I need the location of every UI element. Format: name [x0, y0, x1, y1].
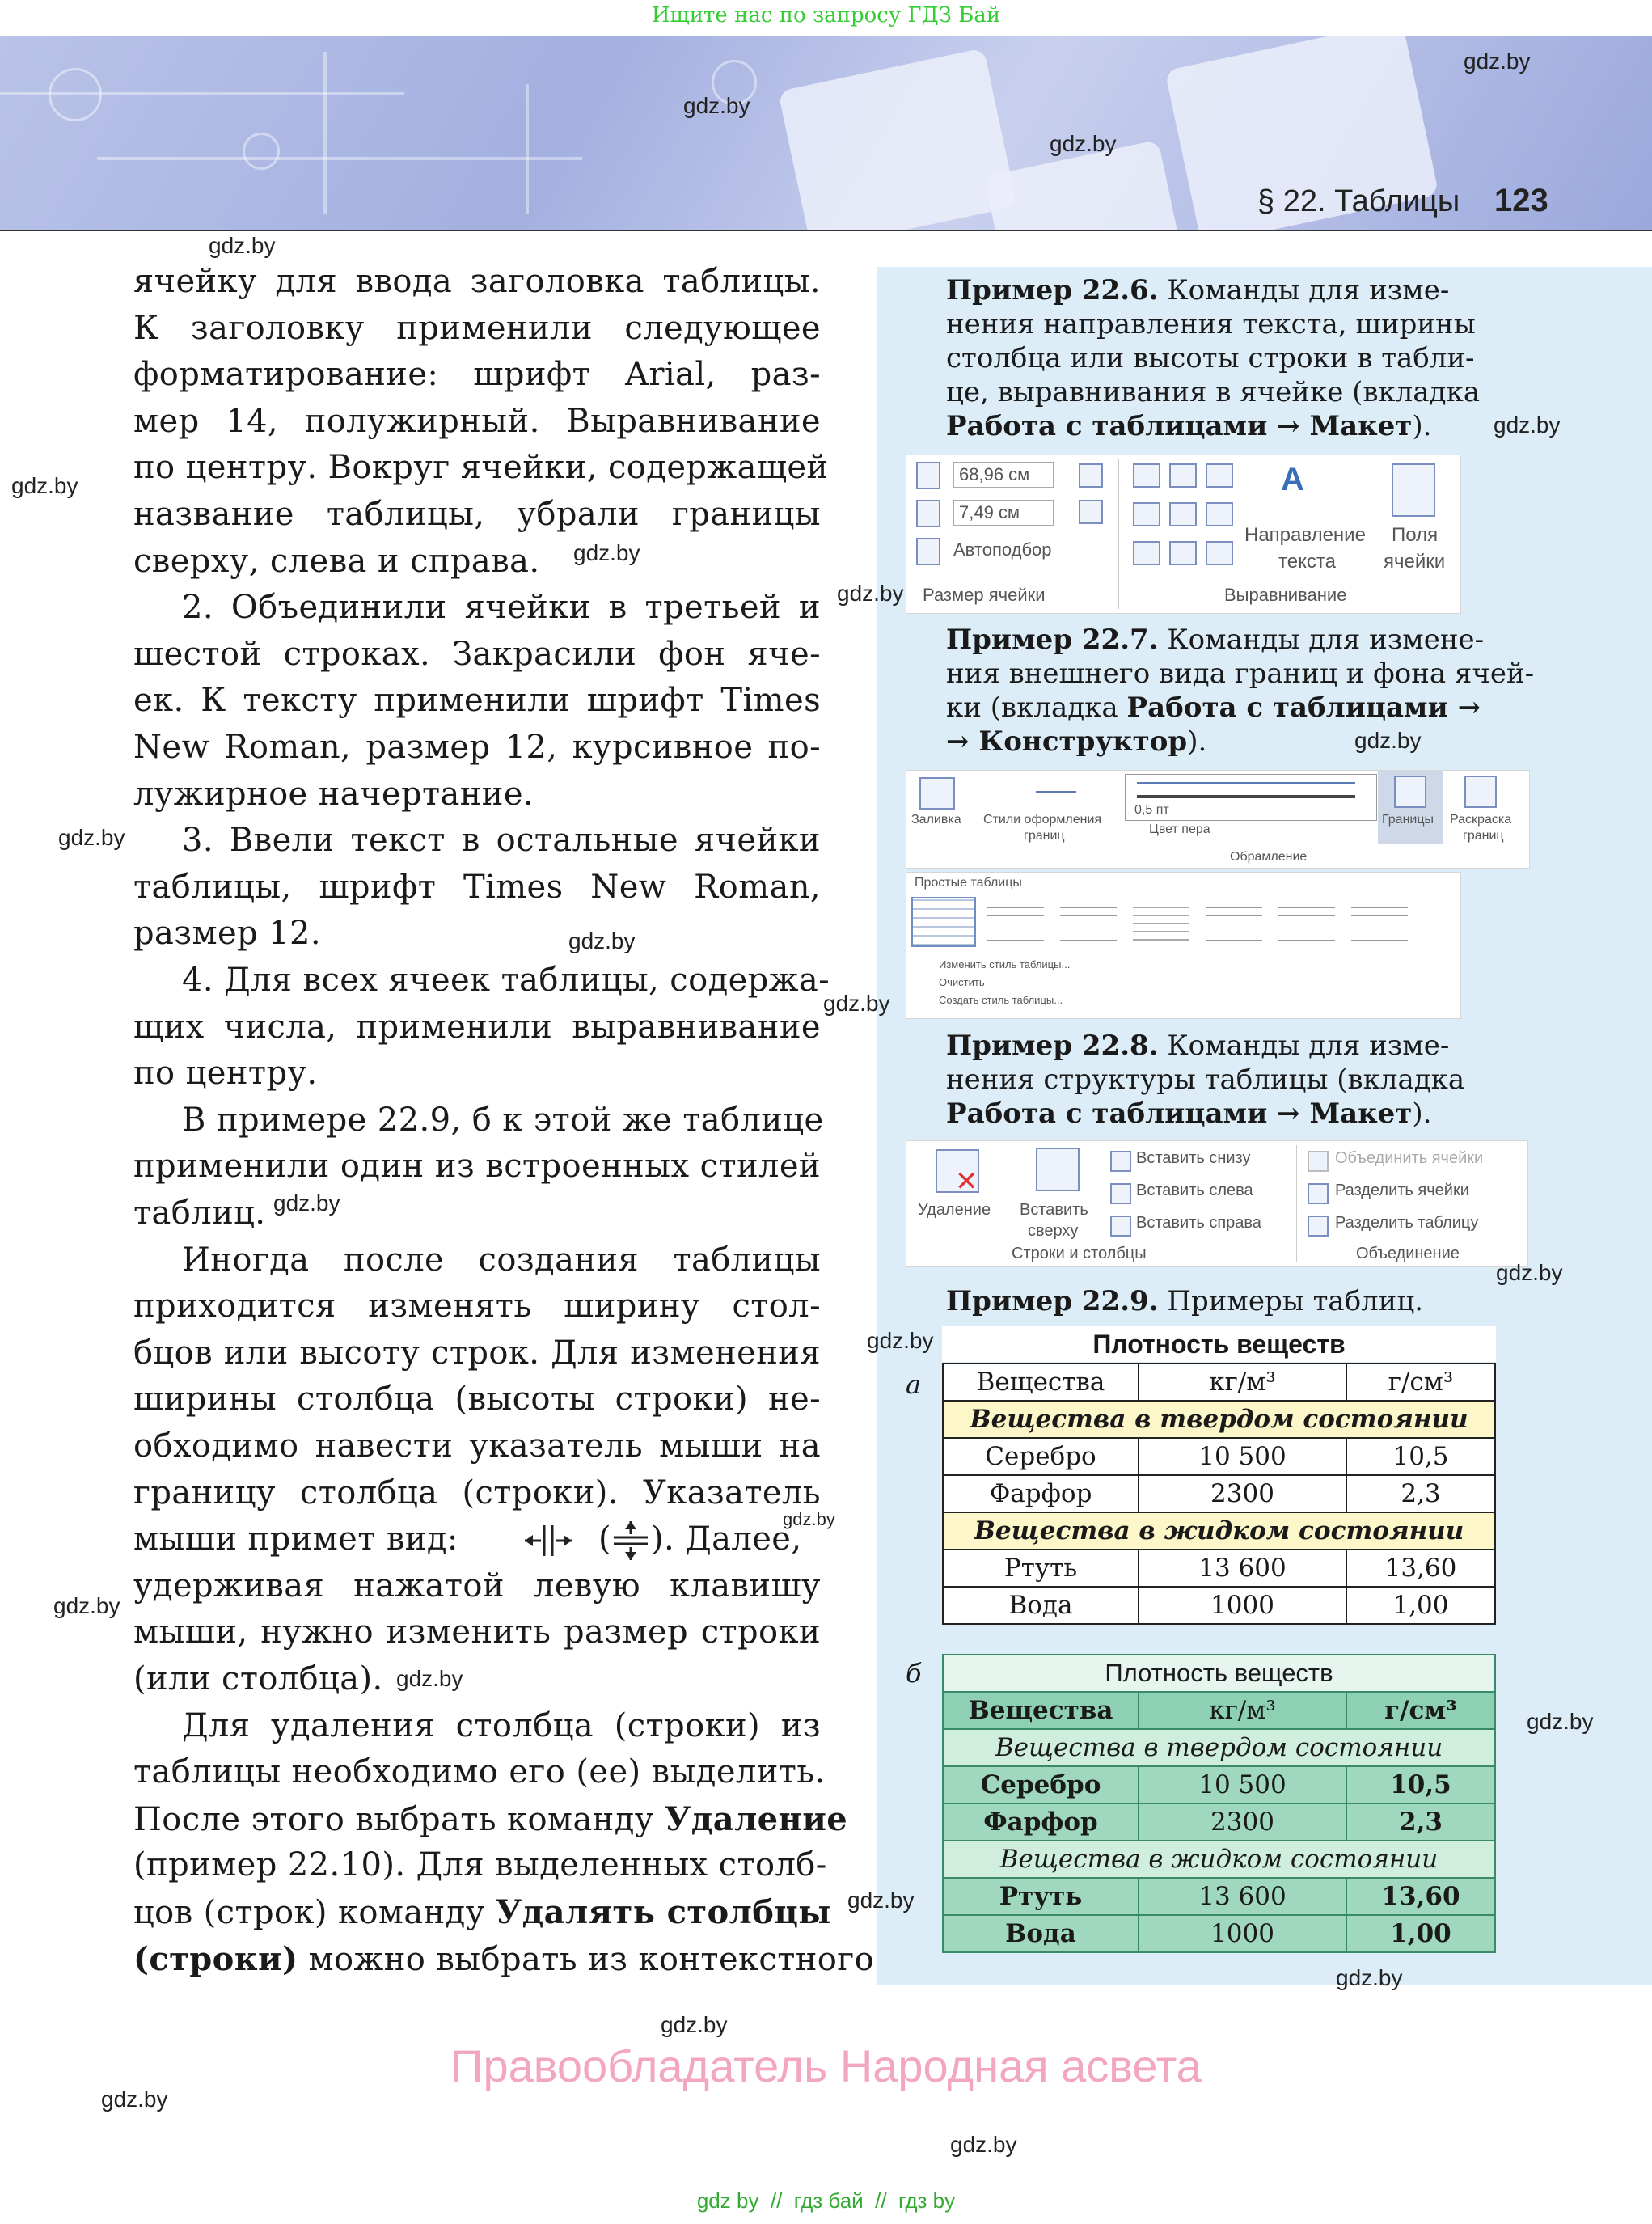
split-cells-button[interactable]: Разделить ячейки [1335, 1182, 1469, 1199]
example-22-6-line: це, выравнивания в ячейке (вкладка [946, 376, 1481, 408]
text-span: После этого выбрать команду [133, 1801, 665, 1838]
text-line: мыши примет вид: [133, 1520, 458, 1558]
text-line: применили один из встроенных стилей [133, 1148, 821, 1185]
copyright-notice: Правообладатель Народная асвета [450, 2040, 1202, 2091]
group-rows-columns: Строки и столбцы [1012, 1245, 1147, 1262]
text-span: Команды для изме- [1167, 274, 1450, 307]
text-line: таблиц. [133, 1194, 266, 1232]
section-cell: Вещества в жидком состоянии [943, 1512, 1495, 1550]
merge-cells-button[interactable]: Объединить ячейки [1335, 1149, 1484, 1167]
text-line [133, 1889, 831, 1937]
text-line: мер 14, полужирный. Выравнивание [133, 403, 821, 440]
text-line: В примере 22.9, б к этой же таблице [182, 1101, 824, 1139]
border-styles-button[interactable]: Стили оформления [983, 813, 1102, 827]
example-22-8-line [946, 1029, 1464, 1063]
table-a-label: а [906, 1369, 922, 1400]
insert-above-button-2[interactable]: сверху [1028, 1222, 1079, 1240]
example-22-7-line [946, 691, 1481, 725]
table-cell: Ртуть [943, 1878, 1139, 1915]
text-line: Иногда после создания таблицы [182, 1241, 821, 1279]
tab-path: Работа с таблицами → Макет [946, 410, 1413, 442]
example-title: Пример 22.8. [946, 1030, 1159, 1062]
table-cell: 1000 [1139, 1915, 1346, 1952]
text-span: ки (вкладка [946, 691, 1127, 724]
text-direction-icon: A [1281, 462, 1304, 497]
header-cell: г/см³ [1346, 1692, 1495, 1729]
text-line: ячейку для ввода заголовка таблицы. [133, 263, 821, 300]
watermark: gdz.by [837, 581, 904, 606]
table-cell: 2,3 [1346, 1475, 1495, 1512]
cell-margins-button[interactable]: Поля [1392, 524, 1439, 546]
example-22-7-line: ния внешнего вида границ и фона ячей- [946, 657, 1535, 690]
text-line: границу столбца (строки). Указатель [133, 1474, 821, 1512]
text-span: ). [1412, 1097, 1432, 1130]
watermark: gdz.by [11, 473, 78, 498]
text-line [133, 1796, 848, 1844]
column-resize-cursor-icon [523, 1524, 573, 1558]
section-cell: Вещества в твердом состоянии [943, 1401, 1495, 1438]
table-cell: 10,5 [1346, 1766, 1495, 1803]
text-span: Примеры таблиц. [1167, 1285, 1424, 1317]
text-line: обходимо навести указатель мыши на [133, 1427, 821, 1465]
table-cell: 10 500 [1139, 1766, 1346, 1803]
page-number: 123 [1494, 183, 1548, 218]
example-22-6-line [946, 273, 1464, 307]
table-cell: Вода [943, 1915, 1139, 1952]
header-cell: г/см³ [1346, 1364, 1495, 1401]
insert-right-button[interactable]: Вставить справа [1136, 1214, 1261, 1232]
example-22-6-line: столбца или высоты строки в табли- [946, 342, 1475, 374]
text-line: сверху, слева и справа. [133, 543, 540, 580]
text-span: Команды для изме- [1167, 1030, 1450, 1062]
table-a [942, 1363, 1496, 1625]
example-22-8-line [946, 1097, 1464, 1131]
table-cell: 1,00 [1346, 1587, 1495, 1624]
header-cell: кг/м³ [1139, 1364, 1346, 1401]
table-styles-gallery [906, 872, 1461, 1019]
text-line: по центру. Вокруг ячейки, содержащей [133, 449, 829, 486]
cell-margins-button-2[interactable]: ячейки [1384, 551, 1446, 573]
command-delete-columns: Удалять столбцы [495, 1893, 831, 1931]
table-cell: Фарфор [943, 1475, 1139, 1512]
watermark: gdz.by [783, 1509, 835, 1529]
text-span: ). [1187, 725, 1207, 758]
text-line: по центру. [133, 1055, 318, 1092]
watermark: gdz.by [58, 825, 125, 850]
table-cell: Ртуть [943, 1550, 1139, 1587]
insert-above-button[interactable]: Вставить [1020, 1201, 1088, 1219]
text-line: (или столбца). [133, 1660, 383, 1698]
example-title: Пример 22.6. [946, 274, 1159, 307]
group-borders: Обрамление [1230, 850, 1308, 864]
insert-below-button[interactable]: Вставить снизу [1136, 1149, 1251, 1167]
split-table-button[interactable]: Разделить таблицу [1335, 1214, 1479, 1232]
example-22-6-line [946, 409, 1464, 443]
watermark: gdz.by [661, 2012, 728, 2037]
table-b-label: б [906, 1658, 922, 1689]
watermark: gdz.by [847, 1888, 915, 1913]
text-line: 4. Для всех ячеек таблицы, содержа- [182, 962, 830, 999]
text-span: цов (строк) команду [133, 1894, 496, 1931]
group-alignment: Выравнивание [1224, 585, 1347, 605]
example-22-7-line [946, 623, 1485, 657]
group-merge: Объединение [1356, 1245, 1460, 1262]
table-cell: 13 600 [1139, 1878, 1346, 1915]
delete-icon: ✕ [955, 1166, 978, 1197]
command-delete-rows: (строки) [133, 1940, 298, 1978]
tab-path: Работа с таблицами → [1126, 691, 1481, 724]
text-span: ). [1412, 410, 1432, 442]
table-cell: 13 600 [1139, 1550, 1346, 1587]
command-delete: Удаление [664, 1800, 848, 1838]
pen-weight[interactable]: 0,5 пт [1134, 803, 1169, 817]
text-line: Для удаления столбца (строки) из [182, 1707, 821, 1744]
watermark: gdz.by [1050, 131, 1117, 156]
watermark: gdz.by [396, 1666, 463, 1691]
example-22-8-line: нения структуры таблицы (вкладка [946, 1063, 1465, 1096]
top-notice: Ищите нас по запросу ГДЗ Бай [651, 3, 1001, 27]
watermark: gdz.by [1527, 1709, 1594, 1734]
table-b-title: Плотность веществ [943, 1655, 1495, 1692]
ribbon-design-screenshot [906, 770, 1530, 869]
example-22-6-line: нения направления текста, ширины [946, 308, 1476, 340]
text-line [133, 1936, 875, 1984]
section-title: § 22. Таблицы [1257, 184, 1460, 218]
group-cell-size: Размер ячейки [923, 585, 1046, 605]
table-a-title: Плотность веществ [942, 1326, 1496, 1362]
watermark: gdz.by [273, 1190, 340, 1216]
text-line: ширины столбца (высоты строки) не- [133, 1380, 821, 1418]
text-direction-button-2[interactable]: текста [1278, 551, 1336, 573]
watermark: gdz.by [209, 233, 276, 258]
footer-links[interactable]: gdz by // гдз бай // гдз by [696, 2188, 956, 2213]
table-cell: Вода [943, 1587, 1139, 1624]
text-line: таблицы необходимо его (ее) выделить. [133, 1753, 826, 1791]
text-span: можно выбрать из контекстного [298, 1941, 875, 1978]
watermark: gdz.by [1496, 1260, 1563, 1285]
table-cell: 13,60 [1346, 1550, 1495, 1587]
table-cell: 1,00 [1346, 1915, 1495, 1952]
text-line: размер 12. [133, 915, 321, 952]
example-title: Пример 22.7. [946, 624, 1159, 656]
height-field[interactable]: 7,49 см [953, 500, 1054, 526]
text-line: форматирование: шрифт Arial, раз- [133, 356, 821, 393]
border-painter-button-2[interactable]: границ [1463, 829, 1504, 843]
watermark: gdz.by [1464, 49, 1531, 74]
pen-color[interactable]: Цвет пера [1149, 822, 1210, 836]
text-line: 3. Ввели текст в остальные ячейки [182, 822, 821, 859]
text-line: (пример 22.10). Для выделенных столб- [133, 1846, 827, 1884]
watermark: gdz.by [101, 2087, 168, 2112]
text-line: К заголовку применили следующее [133, 310, 821, 347]
text-line: 2. Объединили ячейки в третьей и [182, 589, 821, 626]
header-rule [0, 230, 1652, 231]
table-cell: 10 500 [1139, 1438, 1346, 1475]
table-cell: 2,3 [1346, 1803, 1495, 1841]
section-cell: Вещества в жидком состоянии [943, 1841, 1495, 1878]
gallery-title: Простые таблицы [915, 876, 1022, 890]
watermark: gdz.by [823, 991, 890, 1016]
section-cell: Вещества в твердом состоянии [943, 1729, 1495, 1766]
ribbon-layout-screenshot [906, 455, 1461, 614]
table-cell: 2300 [1139, 1475, 1346, 1512]
insert-left-button[interactable]: Вставить слева [1136, 1182, 1253, 1199]
text-line: ). Далее, [651, 1520, 802, 1558]
watermark: gdz.by [1336, 1965, 1403, 1990]
new-style-item[interactable]: Создать стиль таблицы... [939, 994, 1063, 1006]
table-cell: 10,5 [1346, 1438, 1495, 1475]
table-cell: Фарфор [943, 1803, 1139, 1841]
delete-button[interactable]: Удаление [918, 1201, 991, 1219]
text-line: удерживая нажатой левую клавишу [133, 1567, 821, 1605]
watermark: gdz.by [867, 1328, 934, 1353]
text-line: шестой строках. Закрасили фон яче- [133, 636, 821, 673]
ribbon-rows-columns-screenshot [906, 1140, 1528, 1267]
watermark: gdz.by [1354, 728, 1422, 753]
watermark: gdz.by [1494, 412, 1561, 438]
text-line: ек. К тексту применили шрифт Times [133, 682, 821, 719]
text-line: приходится изменять ширину стол- [133, 1287, 821, 1325]
text-line: таблицы, шрифт Times New Roman, [133, 869, 821, 906]
text-line: мыши, нужно изменить размер строки [133, 1613, 821, 1651]
example-title: Пример 22.9. [946, 1285, 1159, 1317]
text-line: щих числа, применили выравнивание [133, 1008, 821, 1046]
text-line: бцов или высоту строк. Для изменения [133, 1334, 821, 1372]
modify-style-item[interactable]: Изменить стиль таблицы... [939, 958, 1071, 970]
watermark: gdz.by [53, 1593, 120, 1618]
example-22-9-line [946, 1284, 1464, 1318]
text-paren: ( [598, 1520, 612, 1558]
border-styles-button-2[interactable]: границ [1024, 829, 1065, 843]
autofit-button[interactable]: Автоподбор [953, 539, 1052, 560]
border-painter-button[interactable]: Раскраска [1450, 813, 1512, 827]
table-cell: Серебро [943, 1438, 1139, 1475]
table-cell: 1000 [1139, 1587, 1346, 1624]
table-cell: Серебро [943, 1766, 1139, 1803]
text-direction-button[interactable]: Направление [1244, 524, 1366, 546]
header-cell: Вещества [943, 1692, 1139, 1729]
tab-path: Работа с таблицами → Макет [946, 1097, 1413, 1130]
watermark: gdz.by [950, 2132, 1017, 2157]
text-line: название таблицы, убрали границы [133, 496, 821, 533]
clear-item[interactable]: Очистить [939, 976, 985, 988]
borders-button[interactable]: Границы [1382, 813, 1434, 827]
watermark: gdz.by [573, 540, 640, 565]
fill-button[interactable]: Заливка [911, 813, 961, 827]
watermark: gdz.by [568, 928, 636, 953]
table-b [942, 1654, 1496, 1953]
width-field[interactable]: 68,96 см [953, 462, 1054, 488]
table-cell: 2300 [1139, 1803, 1346, 1841]
watermark: gdz.by [683, 93, 750, 118]
header-cell: Вещества [943, 1364, 1139, 1401]
text-line: лужирное начертание. [133, 776, 534, 813]
text-line: New Roman, размер 12, курсивное по- [133, 729, 821, 766]
row-resize-cursor-icon [612, 1520, 649, 1562]
tab-path: → Конструктор [946, 725, 1188, 758]
table-cell: 13,60 [1346, 1878, 1495, 1915]
text-span: Команды для измене- [1167, 624, 1485, 656]
header-cell: кг/м³ [1139, 1692, 1346, 1729]
